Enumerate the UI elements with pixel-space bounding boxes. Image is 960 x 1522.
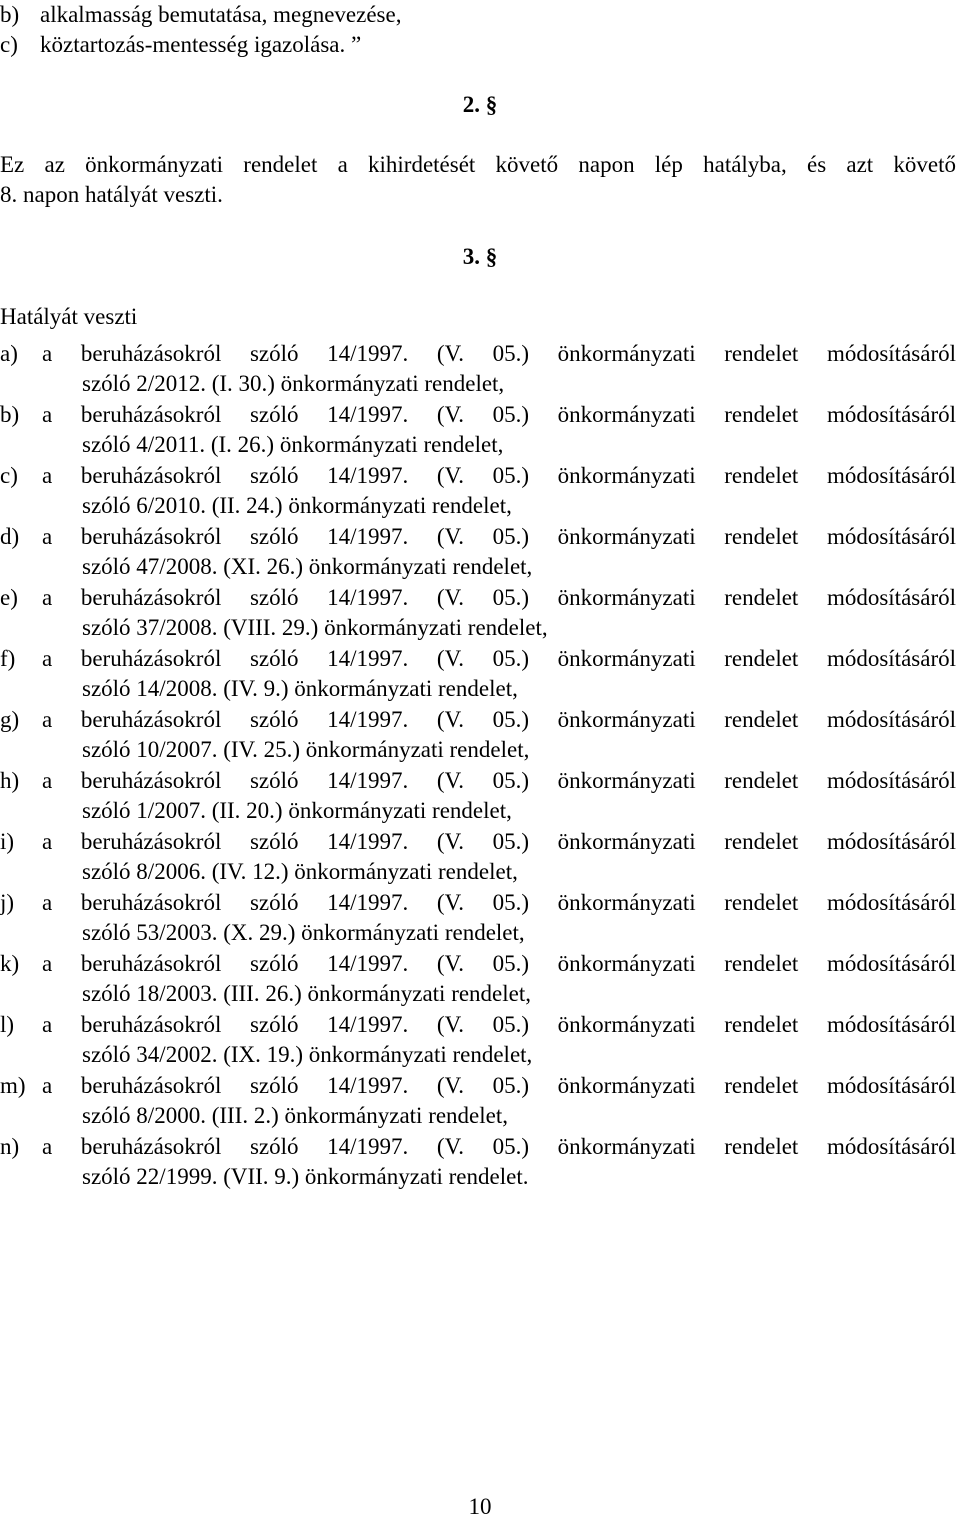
list-item-line2: szóló 37/2008. (VIII. 29.) önkormányzati rendelet,	[82, 615, 548, 640]
list-item	[0, 1010, 956, 1070]
list-item	[0, 339, 956, 399]
list-item-line1: a beruházásokról szóló 14/1997. (V. 05.) önkormányzati rendelet módosításáról	[42, 402, 956, 427]
list-item	[0, 827, 956, 887]
list-item	[0, 461, 956, 521]
list-item-label: c)	[0, 463, 18, 488]
list-item-label: l)	[0, 1012, 15, 1037]
list-item-line1: a beruházásokról szóló 14/1997. (V. 05.) önkormányzati rendelet módosításáról	[42, 1134, 956, 1159]
list-item-line1: a beruházásokról szóló 14/1997. (V. 05.) önkormányzati rendelet módosításáról	[42, 341, 956, 366]
list-item-line2: szóló 47/2008. (XI. 26.) önkormányzati rendelet,	[82, 554, 533, 579]
list-item-line2: szóló 10/2007. (IV. 25.) önkormányzati rendelet,	[82, 737, 530, 762]
list-item	[0, 400, 956, 460]
list-item-line2: szóló 1/2007. (II. 20.) önkormányzati rendelet,	[82, 798, 512, 823]
list-item-line2: szóló 14/2008. (IV. 9.) önkormányzati rendelet,	[82, 676, 518, 701]
list-item-label: g)	[0, 707, 20, 732]
list-item-label: k)	[0, 951, 20, 976]
list-item-label: d)	[0, 524, 20, 549]
list-item	[0, 705, 956, 765]
list-item	[0, 522, 956, 582]
list-item	[0, 888, 956, 948]
list-item-line1: a beruházásokról szóló 14/1997. (V. 05.) önkormányzati rendelet módosításáról	[42, 951, 956, 976]
list-item-label: f)	[0, 646, 16, 671]
list-item-line2: szóló 8/2006. (IV. 12.) önkormányzati rendelet,	[82, 859, 518, 884]
section-heading-2	[0, 90, 960, 120]
intro-text: Hatályát veszti	[0, 304, 138, 329]
list-item-line1: a beruházásokról szóló 14/1997. (V. 05.) önkormányzati rendelet módosításáról	[42, 829, 956, 854]
list-item-line1: a beruházásokról szóló 14/1997. (V. 05.) önkormányzati rendelet módosításáról	[42, 646, 956, 671]
page-number: 10	[468, 1494, 492, 1519]
list-item-line1: a beruházásokról szóló 14/1997. (V. 05.) önkormányzati rendelet módosításáról	[42, 890, 956, 915]
paragraph-line	[0, 150, 956, 180]
list-item	[0, 0, 401, 30]
list-item-line2: szóló 53/2003. (X. 29.) önkormányzati rendelet,	[82, 920, 525, 945]
list-item-line1: a beruházásokról szóló 14/1997. (V. 05.) önkormányzati rendelet módosításáról	[42, 1012, 956, 1037]
section-heading-text: 2. §	[462, 92, 498, 117]
list-item-label: n)	[0, 1134, 20, 1159]
list-item	[0, 644, 956, 704]
list-item-label: h)	[0, 768, 20, 793]
list-item-label: m)	[0, 1073, 26, 1098]
list-item-label: j)	[0, 890, 15, 915]
list-item-text: alkalmasság bemutatása, megnevezése,	[40, 2, 402, 27]
list-item-line1: a beruházásokról szóló 14/1997. (V. 05.) önkormányzati rendelet módosításáról	[42, 1073, 956, 1098]
list-item-line1: a beruházásokról szóló 14/1997. (V. 05.) önkormányzati rendelet módosításáról	[42, 768, 956, 793]
section-heading-3	[0, 242, 960, 272]
list-item-line2: szóló 18/2003. (III. 26.) önkormányzati rendelet,	[82, 981, 532, 1006]
list-item-label: a)	[0, 341, 18, 366]
section-intro	[0, 302, 137, 332]
paragraph-text: Ez az önkormányzati rendelet a kihirdetését követő napon lép hatályba, és azt követő	[0, 152, 956, 177]
list-item	[0, 1071, 956, 1131]
list-item-label: b)	[0, 402, 20, 427]
section-heading-text: 3. §	[462, 244, 498, 269]
list-item-text: köztartozás-mentesség igazolása. ”	[40, 32, 362, 57]
list-item-line1: a beruházásokról szóló 14/1997. (V. 05.) önkormányzati rendelet módosításáról	[42, 585, 956, 610]
list-item-line2: szóló 22/1999. (VII. 9.) önkormányzati rendelet.	[82, 1164, 529, 1189]
list-item-line2: szóló 8/2000. (III. 2.) önkormányzati rendelet,	[82, 1103, 509, 1128]
list-item	[0, 766, 956, 826]
list-item-label: c)	[0, 32, 18, 57]
list-item-line1: a beruházásokról szóló 14/1997. (V. 05.) önkormányzati rendelet módosításáról	[42, 707, 956, 732]
list-item-label: i)	[0, 829, 15, 854]
list-item	[0, 583, 956, 643]
paragraph-text: 8. napon hatályát veszti.	[0, 182, 223, 207]
list-item-line2: szóló 4/2011. (I. 26.) önkormányzati rendelet,	[82, 432, 504, 457]
list-item-label: b)	[0, 2, 20, 27]
list-item-line1: a beruházásokról szóló 14/1997. (V. 05.) önkormányzati rendelet módosításáról	[42, 463, 956, 488]
list-item-line1: a beruházásokról szóló 14/1997. (V. 05.) önkormányzati rendelet módosításáról	[42, 524, 956, 549]
list-item-line2: szóló 34/2002. (IX. 19.) önkormányzati rendelet,	[82, 1042, 533, 1067]
list-item-line2: szóló 2/2012. (I. 30.) önkormányzati rendelet,	[82, 371, 505, 396]
list-item-label: e)	[0, 585, 18, 610]
list-item	[0, 30, 361, 60]
list-item-line2: szóló 6/2010. (II. 24.) önkormányzati rendelet,	[82, 493, 512, 518]
list-item	[0, 949, 956, 1009]
list-item	[0, 1132, 956, 1192]
paragraph-line	[0, 180, 223, 210]
